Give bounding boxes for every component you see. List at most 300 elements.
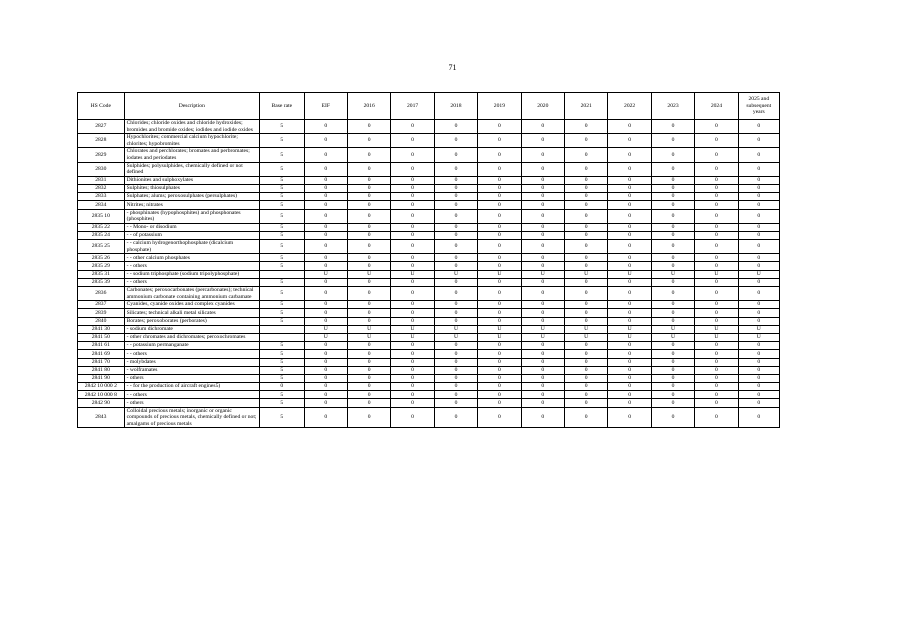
rate-cell: 0 <box>651 278 694 286</box>
rate-cell: 0 <box>695 262 738 270</box>
hs-code-cell: 2841 80 <box>78 366 125 374</box>
rate-cell: U <box>695 270 738 278</box>
rate-cell: 0 <box>521 240 564 254</box>
rate-cell: 0 <box>521 201 564 209</box>
description-cell: - wolframates <box>124 366 260 374</box>
rate-cell: 0 <box>304 184 347 192</box>
table-row <box>78 240 780 254</box>
rate-cell: 0 <box>738 374 779 382</box>
description-cell: - - potassium permanganate <box>124 342 260 350</box>
table-row <box>78 317 780 325</box>
rate-cell: 0 <box>391 201 434 209</box>
rate-cell: 0 <box>434 223 477 231</box>
rate-cell: 0 <box>651 399 694 407</box>
rate-cell: 0 <box>434 254 477 262</box>
rate-cell: U <box>651 270 694 278</box>
table-row <box>78 270 780 278</box>
rate-cell: 0 <box>304 374 347 382</box>
description-cell: - - others <box>124 262 260 270</box>
table-row <box>78 366 780 374</box>
rate-cell: 0 <box>347 278 390 286</box>
description-cell: Borates; peroxoborates (perborates) <box>124 317 260 325</box>
page-number: 71 <box>448 63 457 72</box>
rate-cell: 0 <box>304 407 347 428</box>
rate-cell: U <box>738 325 779 333</box>
rate-cell: 0 <box>608 399 651 407</box>
description-cell: Sulphides; polysulphides, chemically defined or not defined <box>124 162 260 176</box>
description-cell: - - Mono- or disodium <box>124 223 260 231</box>
rate-cell: 0 <box>391 148 434 162</box>
description-cell: Sulphates; alums; peroxosulphates (persulphates) <box>124 193 260 201</box>
rate-cell: 0 <box>347 399 390 407</box>
rate-cell: 0 <box>521 407 564 428</box>
table-row <box>78 134 780 148</box>
table-row <box>78 278 780 286</box>
rate-cell: 0 <box>651 162 694 176</box>
rate-cell: 0 <box>651 342 694 350</box>
rate-cell: U <box>434 333 477 341</box>
rate-cell: 0 <box>695 309 738 317</box>
rate-cell: 0 <box>608 120 651 134</box>
base-rate-cell: 5 <box>260 201 304 209</box>
column-header: Base rate <box>260 93 304 120</box>
rate-cell: 0 <box>391 309 434 317</box>
table-row <box>78 193 780 201</box>
rate-cell: U <box>391 333 434 341</box>
description-cell: - others <box>124 399 260 407</box>
column-header: 2020 <box>521 93 564 120</box>
rate-cell: 0 <box>304 176 347 184</box>
rate-cell: 0 <box>651 223 694 231</box>
table-row <box>78 162 780 176</box>
rate-cell: 0 <box>565 399 608 407</box>
rate-cell: 0 <box>347 193 390 201</box>
description-cell: - - others <box>124 391 260 399</box>
hs-code-cell: 2835 25 <box>78 240 125 254</box>
rate-cell: 0 <box>478 120 521 134</box>
rate-cell: 0 <box>565 120 608 134</box>
rate-cell: 0 <box>695 134 738 148</box>
rate-cell: 0 <box>565 223 608 231</box>
rate-cell: 0 <box>738 278 779 286</box>
base-rate-cell <box>260 325 304 333</box>
table-row <box>78 350 780 358</box>
rate-cell: U <box>565 333 608 341</box>
rate-cell: 0 <box>695 209 738 223</box>
rate-cell: 0 <box>695 342 738 350</box>
hs-code-cell: 2834 <box>78 201 125 209</box>
rate-cell: 0 <box>565 162 608 176</box>
rate-cell: 0 <box>391 342 434 350</box>
rate-cell: 0 <box>651 407 694 428</box>
hs-code-cell: 2840 <box>78 317 125 325</box>
rate-cell: 0 <box>521 350 564 358</box>
rate-cell: 0 <box>651 374 694 382</box>
rate-cell: 0 <box>565 193 608 201</box>
rate-cell: 0 <box>565 209 608 223</box>
rate-cell: 0 <box>651 287 694 301</box>
rate-cell: 0 <box>434 193 477 201</box>
rate-cell: 0 <box>565 358 608 366</box>
base-rate-cell: 5 <box>260 399 304 407</box>
rate-cell: 0 <box>695 407 738 428</box>
rate-cell: 0 <box>738 201 779 209</box>
description-cell: - - for the production of aircraft engines5) <box>124 383 260 391</box>
table-row <box>78 148 780 162</box>
rate-cell: 0 <box>695 278 738 286</box>
rate-cell: 0 <box>651 317 694 325</box>
rate-cell: 0 <box>695 317 738 325</box>
rate-cell: U <box>738 270 779 278</box>
rate-cell: 0 <box>521 278 564 286</box>
rate-cell: 0 <box>304 162 347 176</box>
rate-cell: 0 <box>521 134 564 148</box>
rate-cell: 0 <box>391 240 434 254</box>
rate-cell: 0 <box>521 366 564 374</box>
table-row <box>78 262 780 270</box>
rate-cell: U <box>608 333 651 341</box>
base-rate-cell: 5 <box>260 287 304 301</box>
rate-cell: 0 <box>565 278 608 286</box>
base-rate-cell: 5 <box>260 366 304 374</box>
rate-cell: 0 <box>391 209 434 223</box>
rate-cell: 0 <box>608 223 651 231</box>
rate-cell: 0 <box>434 407 477 428</box>
base-rate-cell: 5 <box>260 193 304 201</box>
rate-cell: 0 <box>391 278 434 286</box>
rate-cell: 0 <box>391 262 434 270</box>
hs-code-cell: 2841 70 <box>78 358 125 366</box>
hs-code-cell: 2831 <box>78 176 125 184</box>
rate-cell: 0 <box>651 231 694 239</box>
rate-cell: 0 <box>738 407 779 428</box>
rate-cell: U <box>304 270 347 278</box>
rate-cell: 0 <box>565 350 608 358</box>
rate-cell: 0 <box>347 342 390 350</box>
rate-cell: 0 <box>651 391 694 399</box>
rate-cell: 0 <box>608 193 651 201</box>
rate-cell: 0 <box>478 391 521 399</box>
rate-cell: U <box>651 325 694 333</box>
table-body <box>78 120 780 428</box>
rate-cell: 0 <box>478 374 521 382</box>
rate-cell: 0 <box>695 366 738 374</box>
rate-cell: U <box>608 325 651 333</box>
rate-cell: 0 <box>565 176 608 184</box>
base-rate-cell: 5 <box>260 184 304 192</box>
column-header: 2023 <box>651 93 694 120</box>
description-cell: - - calcium hydrogenorthophosphate (dicalcium phosphate) <box>124 240 260 254</box>
rate-cell: 0 <box>651 350 694 358</box>
rate-cell: U <box>738 333 779 341</box>
base-rate-cell: 5 <box>260 240 304 254</box>
rate-cell: 0 <box>434 350 477 358</box>
rate-cell: 0 <box>695 301 738 309</box>
rate-cell: 0 <box>738 240 779 254</box>
base-rate-cell: 5 <box>260 134 304 148</box>
rate-cell: U <box>565 325 608 333</box>
rate-cell: 0 <box>434 317 477 325</box>
rate-cell: 0 <box>478 317 521 325</box>
rate-cell: 0 <box>434 240 477 254</box>
hs-code-cell: 2841 69 <box>78 350 125 358</box>
rate-cell: 0 <box>651 176 694 184</box>
rate-cell: 0 <box>651 358 694 366</box>
base-rate-cell: 5 <box>260 391 304 399</box>
rate-cell: 0 <box>434 399 477 407</box>
base-rate-cell: 5 <box>260 374 304 382</box>
hs-code-cell: 2842 10 000 2 <box>78 383 125 391</box>
rate-cell: U <box>304 333 347 341</box>
rate-cell: 0 <box>608 317 651 325</box>
table-row <box>78 231 780 239</box>
rate-cell: 0 <box>391 223 434 231</box>
description-cell: - others <box>124 374 260 382</box>
rate-cell: 0 <box>347 184 390 192</box>
rate-cell: 0 <box>651 254 694 262</box>
rate-cell: 0 <box>738 350 779 358</box>
rate-cell: 0 <box>608 342 651 350</box>
rate-cell: 0 <box>565 391 608 399</box>
rate-cell: 0 <box>434 184 477 192</box>
rate-cell: 0 <box>608 201 651 209</box>
rate-cell: 0 <box>608 287 651 301</box>
rate-cell: 0 <box>738 391 779 399</box>
rate-cell: 0 <box>391 366 434 374</box>
rate-cell: 0 <box>434 148 477 162</box>
rate-cell: 0 <box>434 366 477 374</box>
rate-cell: 0 <box>695 223 738 231</box>
hs-code-cell: 2841 30 <box>78 325 125 333</box>
rate-cell: 0 <box>434 134 477 148</box>
rate-cell: 0 <box>651 184 694 192</box>
rate-cell: 0 <box>478 278 521 286</box>
rate-cell: 0 <box>565 366 608 374</box>
rate-cell: 0 <box>695 148 738 162</box>
hs-code-cell: 2839 <box>78 309 125 317</box>
rate-cell: 0 <box>608 383 651 391</box>
rate-cell: 0 <box>391 184 434 192</box>
rate-cell: 0 <box>738 231 779 239</box>
rate-cell: 0 <box>738 193 779 201</box>
rate-cell: 0 <box>434 301 477 309</box>
rate-cell: U <box>391 270 434 278</box>
rate-cell: 0 <box>347 120 390 134</box>
rate-cell: 0 <box>347 374 390 382</box>
rate-cell: 0 <box>651 193 694 201</box>
rate-cell: 0 <box>478 134 521 148</box>
rate-cell: 0 <box>434 209 477 223</box>
column-header: EIF <box>304 93 347 120</box>
rate-cell: 0 <box>521 162 564 176</box>
rate-cell: 0 <box>391 399 434 407</box>
table-header-row <box>78 93 780 120</box>
rate-cell: 0 <box>304 317 347 325</box>
rate-cell: 0 <box>608 231 651 239</box>
rate-cell: 0 <box>565 383 608 391</box>
rate-cell: 0 <box>651 148 694 162</box>
rate-cell: 0 <box>695 391 738 399</box>
rate-cell: 0 <box>565 309 608 317</box>
rate-cell: 0 <box>608 358 651 366</box>
rate-cell: 0 <box>695 240 738 254</box>
rate-cell: 0 <box>521 317 564 325</box>
rate-cell: 0 <box>521 287 564 301</box>
rate-cell: 0 <box>304 350 347 358</box>
description-cell: Chlorides; chloride oxides and chloride hydroxides; bromides and bromide oxides; iodides and iodide oxides <box>124 120 260 134</box>
rate-cell: 0 <box>391 407 434 428</box>
rate-cell: 0 <box>391 176 434 184</box>
rate-cell: 0 <box>695 254 738 262</box>
table-row <box>78 120 780 134</box>
rate-cell: 0 <box>304 391 347 399</box>
rate-cell: 0 <box>391 162 434 176</box>
rate-cell: 0 <box>521 383 564 391</box>
base-rate-cell: 5 <box>260 120 304 134</box>
rate-cell: 0 <box>521 374 564 382</box>
rate-cell: 0 <box>304 231 347 239</box>
rate-cell: 0 <box>478 148 521 162</box>
rate-cell: 0 <box>478 358 521 366</box>
rate-cell: 0 <box>738 184 779 192</box>
hs-code-cell: 2841 61 <box>78 342 125 350</box>
rate-cell: 0 <box>304 209 347 223</box>
column-header: Description <box>124 93 260 120</box>
rate-cell: 0 <box>738 262 779 270</box>
hs-code-cell: 2842 10 000 8 <box>78 391 125 399</box>
description-cell: Sulphites; thiosulphates <box>124 184 260 192</box>
rate-cell: 0 <box>304 193 347 201</box>
rate-cell: 0 <box>565 342 608 350</box>
rate-cell: 0 <box>478 162 521 176</box>
rate-cell: 0 <box>738 383 779 391</box>
rate-cell: U <box>347 325 390 333</box>
rate-cell: 0 <box>565 201 608 209</box>
rate-cell: U <box>478 270 521 278</box>
base-rate-cell: 5 <box>260 350 304 358</box>
base-rate-cell: 5 <box>260 162 304 176</box>
rate-cell: 0 <box>478 383 521 391</box>
rate-cell: U <box>391 325 434 333</box>
hs-code-cell: 2832 <box>78 184 125 192</box>
rate-cell: 0 <box>347 350 390 358</box>
rate-cell: 0 <box>695 193 738 201</box>
rate-cell: U <box>478 325 521 333</box>
hs-code-cell: 2828 <box>78 134 125 148</box>
rate-cell: U <box>347 270 390 278</box>
hs-code-cell: 2835 22 <box>78 223 125 231</box>
rate-cell: 0 <box>565 254 608 262</box>
description-cell: Hypochlorites; commercial calcium hypochlorite; chlorites; hypobromites <box>124 134 260 148</box>
rate-cell: 0 <box>521 399 564 407</box>
base-rate-cell: 5 <box>260 278 304 286</box>
rate-cell: 0 <box>478 301 521 309</box>
rate-cell: 0 <box>347 407 390 428</box>
rate-cell: 0 <box>391 231 434 239</box>
rate-cell: 0 <box>391 374 434 382</box>
hs-code-cell: 2830 <box>78 162 125 176</box>
rate-cell: 0 <box>521 184 564 192</box>
rate-cell: 0 <box>738 309 779 317</box>
rate-cell: 0 <box>738 209 779 223</box>
base-rate-cell: 5 <box>260 407 304 428</box>
rate-cell: U <box>434 325 477 333</box>
table-row <box>78 254 780 262</box>
rate-cell: 0 <box>478 223 521 231</box>
hs-code-cell: 2842 90 <box>78 399 125 407</box>
rate-cell: 0 <box>434 342 477 350</box>
rate-cell: 0 <box>434 231 477 239</box>
column-header: 2017 <box>391 93 434 120</box>
rate-cell: 0 <box>521 358 564 366</box>
rate-cell: 0 <box>478 350 521 358</box>
column-header: 2025 and subsequent years <box>738 93 779 120</box>
tariff-schedule-table <box>77 92 780 428</box>
rate-cell: 0 <box>738 162 779 176</box>
hs-code-cell: 2835 10 <box>78 209 125 223</box>
rate-cell: 0 <box>608 407 651 428</box>
base-rate-cell: 0 <box>260 383 304 391</box>
rate-cell: 0 <box>608 301 651 309</box>
rate-cell: 0 <box>695 374 738 382</box>
rate-cell: 0 <box>521 231 564 239</box>
description-cell: Carbonates; peroxocarbonates (percarbonates); technical ammonium carbonate containing ammonium carbamate <box>124 287 260 301</box>
rate-cell: 0 <box>695 120 738 134</box>
description-cell: Dithionites and sulphoxylates <box>124 176 260 184</box>
rate-cell: 0 <box>521 120 564 134</box>
table-row <box>78 333 780 341</box>
description-cell: - - others <box>124 350 260 358</box>
table-row <box>78 391 780 399</box>
rate-cell: 0 <box>565 287 608 301</box>
rate-cell: 0 <box>347 358 390 366</box>
description-cell: - sodium dichromate <box>124 325 260 333</box>
rate-cell: 0 <box>304 148 347 162</box>
rate-cell: 0 <box>695 176 738 184</box>
rate-cell: 0 <box>565 184 608 192</box>
rate-cell: 0 <box>695 399 738 407</box>
rate-cell: 0 <box>738 301 779 309</box>
table-row <box>78 358 780 366</box>
rate-cell: 0 <box>434 162 477 176</box>
rate-cell: 0 <box>695 350 738 358</box>
hs-code-cell: 2829 <box>78 148 125 162</box>
rate-cell: 0 <box>565 231 608 239</box>
rate-cell: 0 <box>521 193 564 201</box>
rate-cell: 0 <box>304 201 347 209</box>
base-rate-cell: 5 <box>260 301 304 309</box>
rate-cell: 0 <box>434 374 477 382</box>
base-rate-cell: 5 <box>260 262 304 270</box>
rate-cell: 0 <box>304 278 347 286</box>
description-cell: Nitrites; nitrates <box>124 201 260 209</box>
rate-cell: 0 <box>434 201 477 209</box>
rate-cell: 0 <box>347 223 390 231</box>
rate-cell: 0 <box>391 254 434 262</box>
rate-cell: 0 <box>478 366 521 374</box>
rate-cell: U <box>608 270 651 278</box>
column-header: 2016 <box>347 93 390 120</box>
rate-cell: 0 <box>347 209 390 223</box>
rate-cell: 0 <box>434 287 477 301</box>
rate-cell: 0 <box>651 134 694 148</box>
rate-cell: 0 <box>478 176 521 184</box>
rate-cell: 0 <box>608 309 651 317</box>
rate-cell: 0 <box>304 254 347 262</box>
table-row <box>78 309 780 317</box>
base-rate-cell: 5 <box>260 148 304 162</box>
column-header: HS Code <box>78 93 125 120</box>
